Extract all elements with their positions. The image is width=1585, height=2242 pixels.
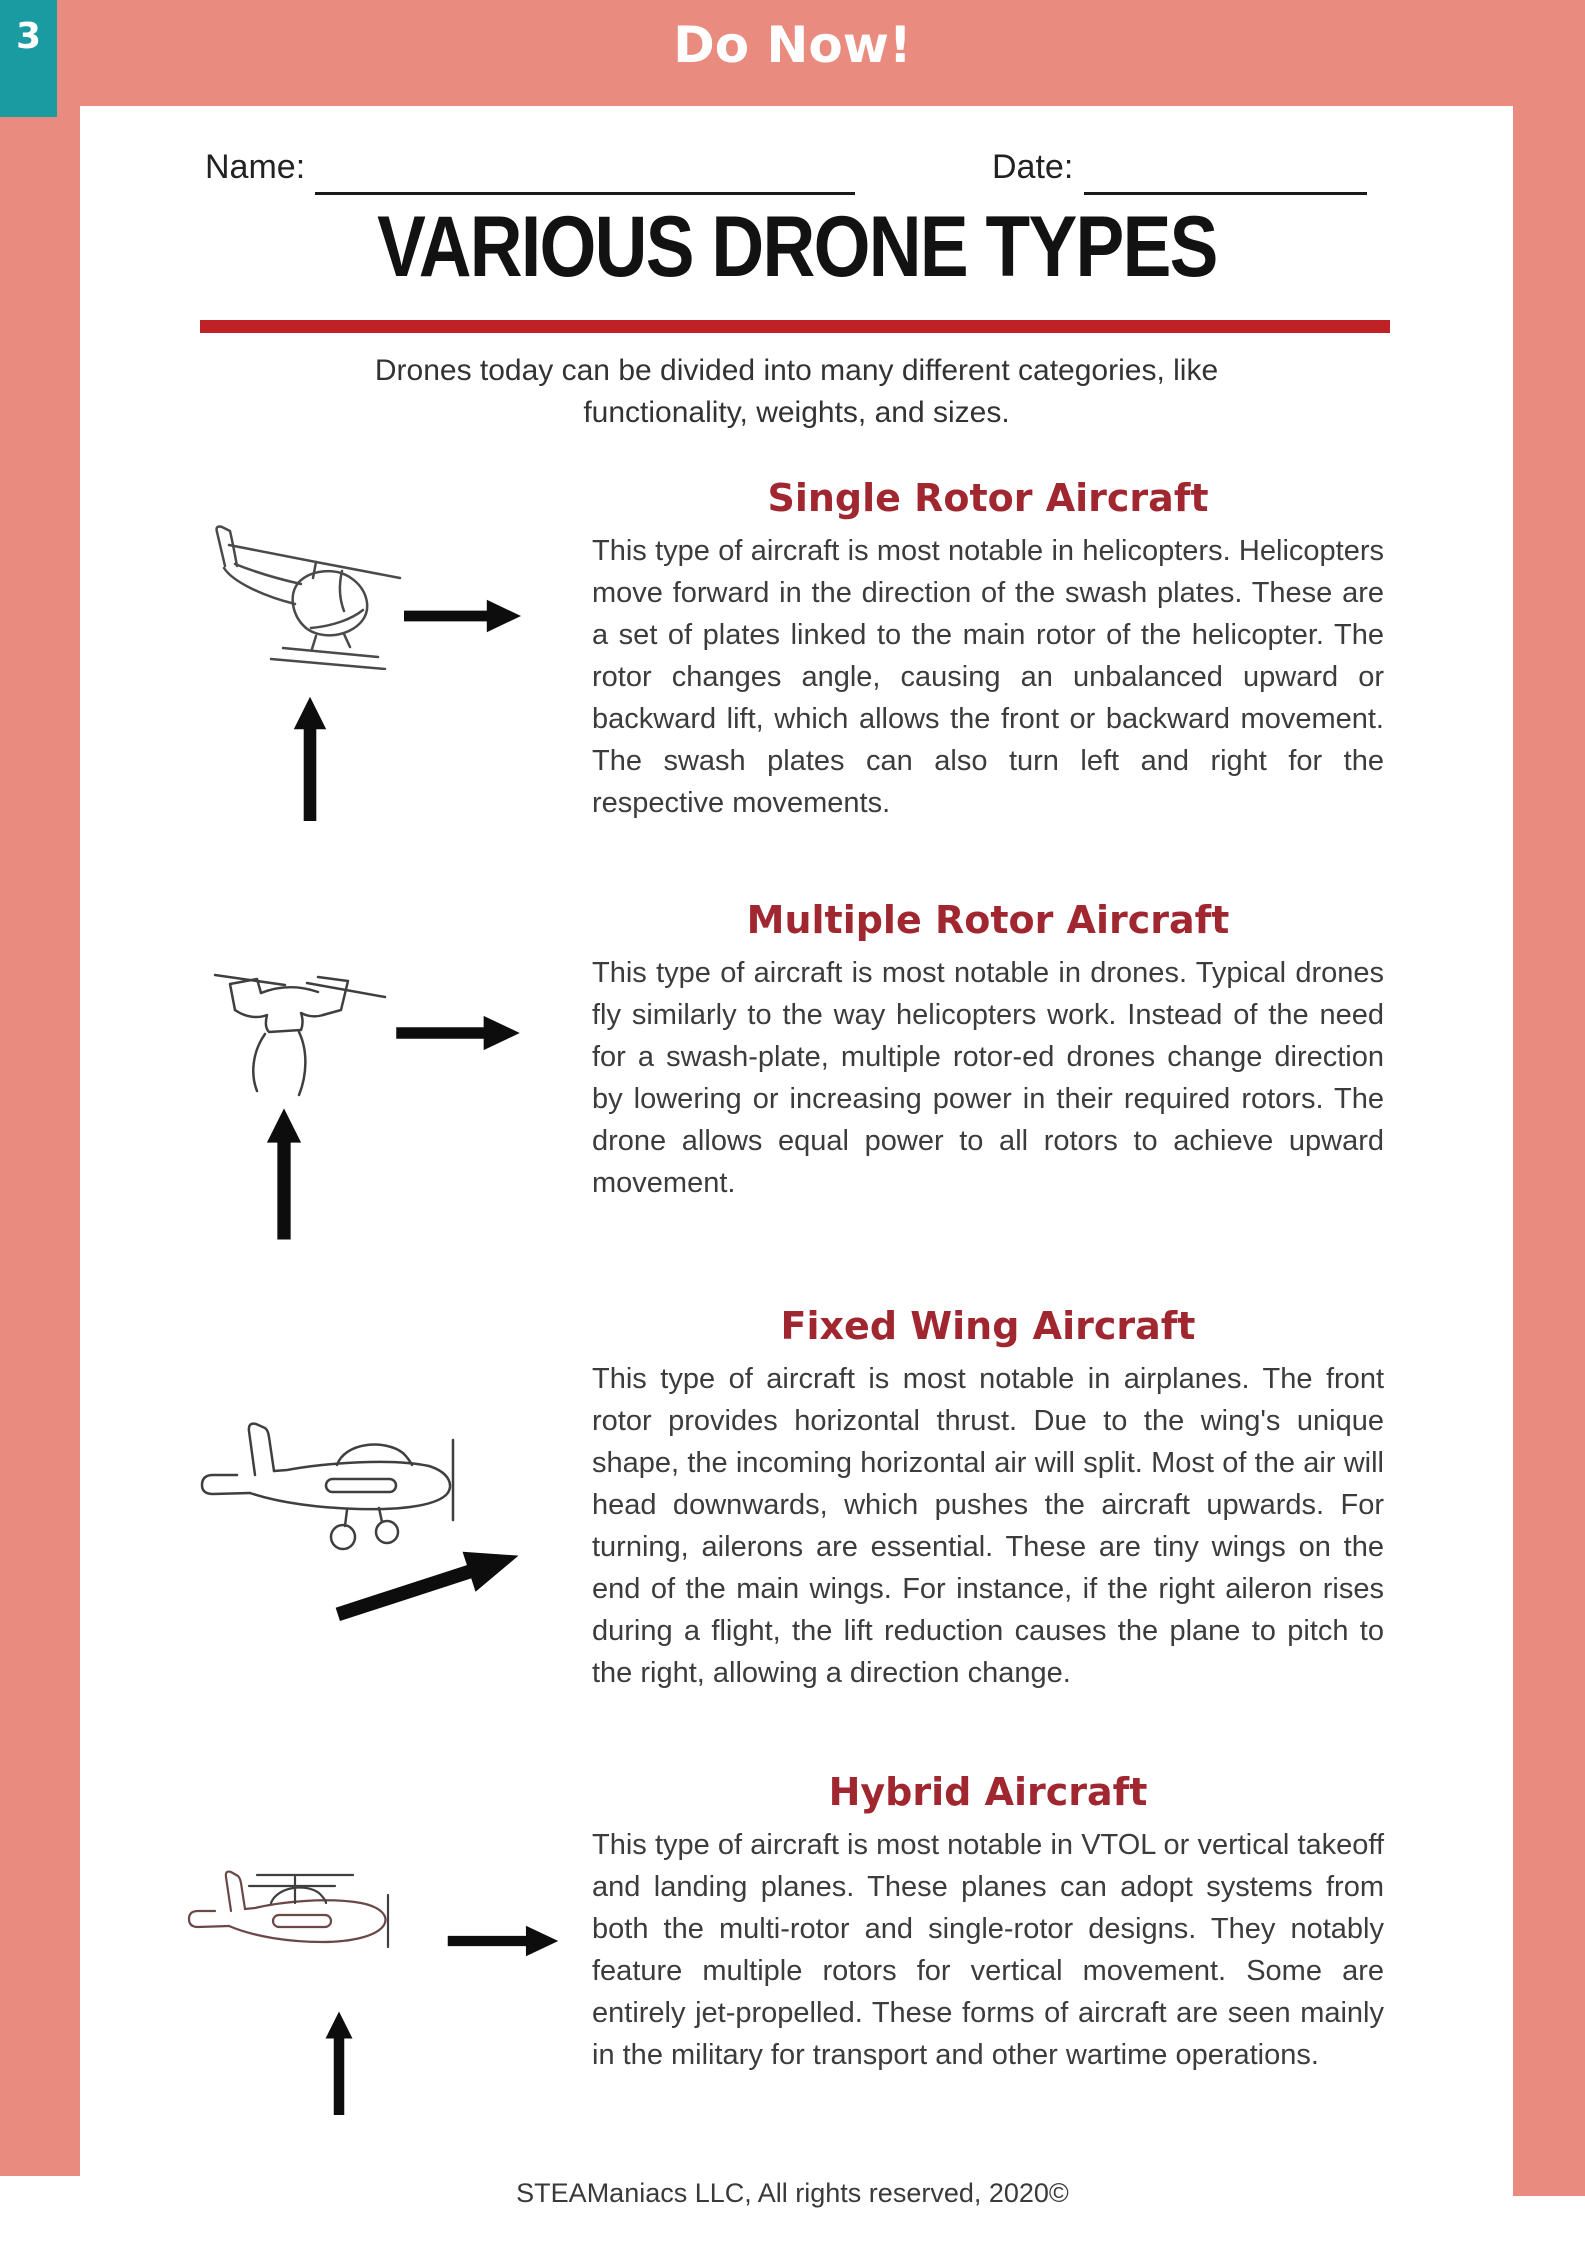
intro-line-1: Drones today can be divided into many different categories, like <box>374 354 1219 387</box>
date-underline <box>1084 158 1367 195</box>
diagonal-arrow-icon <box>325 1540 530 1635</box>
page-number: 3 <box>15 16 42 57</box>
section-body-hybrid: This type of aircraft is most notable in VTOL or vertical takeoff and landing planes. These planes can adopt systems from both the multi-rotor and single-rotor designs. They notably feature multiple rotors for vertical movement. Some are entirely jet-propelled. These forms of aircraft are seen mainly in the military for transport and other wartime operations. <box>592 1829 1384 2071</box>
name-label: Name: <box>205 148 306 186</box>
footer-text: STEAManiacs LLC, All rights reserved, 2020© <box>516 2178 1069 2208</box>
section-body-single-rotor: This type of aircraft is most notable in helicopters. Helicopters move forward in the direction of the swash plates. These are a set of plates linked to the main rotor of the helicopter. The rotor changes angle, causing an unbalanced upward or backward lift, which allows the front or backward movement. The swash plates can also turn left and right for the respective movements. <box>592 535 1384 819</box>
section-heading-single-rotor: Single Rotor Aircraft <box>767 476 1209 520</box>
hybrid-plane-illustration <box>185 1865 410 1985</box>
up-arrow-icon <box>265 1098 303 1253</box>
up-arrow-icon <box>292 688 328 833</box>
up-arrow-icon <box>322 2010 356 2120</box>
quadcopter-illustration <box>205 955 390 1110</box>
date-label: Date: <box>992 148 1074 186</box>
section-heading-fixed-wing: Fixed Wing Aircraft <box>780 1304 1196 1348</box>
section-body-multiple-rotor: This type of aircraft is most notable in drones. Typical drones fly similarly to the way helicopters work. Instead of the need for a swash-plate, multiple rotor-ed drones change direction by lowering or increasing power in their required rotors. The drone allows equal power to all rotors to achieve upward movement. <box>592 957 1384 1199</box>
left-border-band <box>0 106 80 2176</box>
name-underline <box>315 158 855 195</box>
section-heading-hybrid: Hybrid Aircraft <box>828 1770 1148 1814</box>
right-border-band <box>1513 106 1585 2196</box>
section-body-fixed-wing: This type of aircraft is most notable in airplanes. The front rotor provides horizontal thrust. Due to the wing's unique shape, the incoming horizontal air will split. Most of the air will head downwards, which pushes the aircraft upwards. For turning, ailerons are essential. These are tiny wings on the end of the main wings. For instance, if the right aileron rises during a flight, the lift reduction causes the plane to pitch to the right, allowing a direction change. <box>592 1363 1384 1689</box>
title-divider-line <box>200 320 1390 333</box>
right-arrow-icon <box>388 1014 528 1057</box>
helicopter-illustration <box>195 520 405 675</box>
banner-title: Do Now! <box>673 16 912 74</box>
worksheet-title: VARIOUS DRONE TYPES <box>376 199 1217 295</box>
intro-line-2: functionality, weights, and sizes. <box>583 396 1010 429</box>
right-arrow-icon <box>444 1924 562 1963</box>
right-arrow-icon <box>400 598 525 639</box>
section-heading-multiple-rotor: Multiple Rotor Aircraft <box>746 898 1230 942</box>
